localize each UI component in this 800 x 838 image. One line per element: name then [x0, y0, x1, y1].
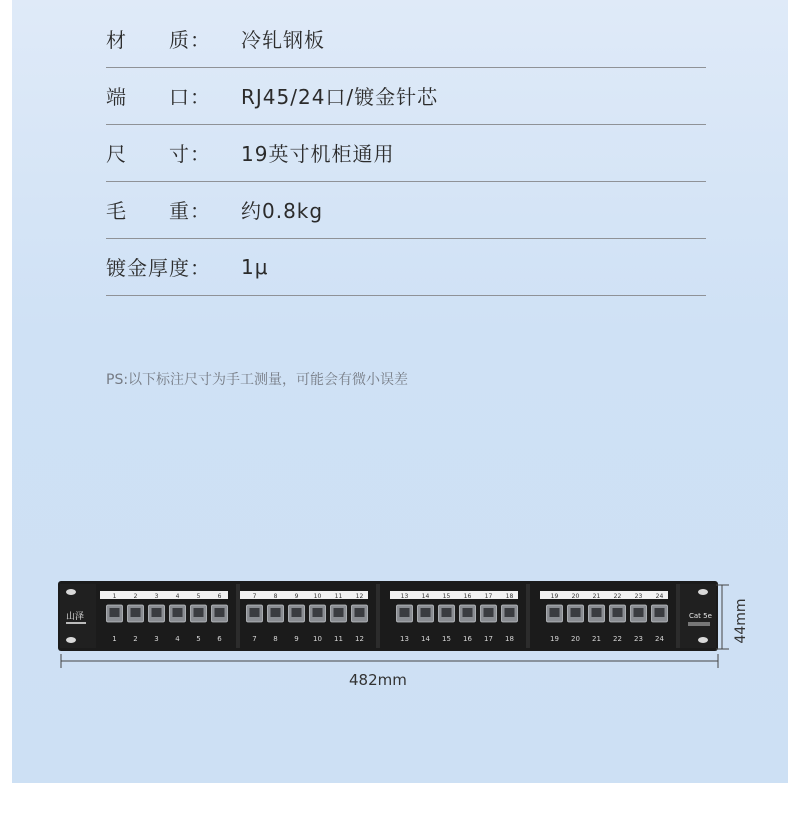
port-label-top: 19 [550, 593, 559, 600]
port-label-bottom: 1 [112, 635, 117, 643]
port-label-bottom: 5 [196, 635, 201, 643]
spec-label: 毛 重： [106, 199, 211, 223]
port-label-top: 6 [217, 593, 222, 600]
spec-value: 19英寸机柜通用 [241, 142, 395, 166]
port-label-bottom: 18 [505, 635, 514, 643]
port-label-top: 24 [655, 593, 664, 600]
port-label-bottom: 6 [217, 635, 222, 643]
spec-value: 1μ [241, 254, 269, 279]
port-label-top: 12 [355, 593, 364, 600]
spec-value: 冷轧钢板 [241, 28, 325, 52]
port-label-top: 1 [112, 593, 117, 600]
port-label-top: 7 [252, 593, 257, 600]
port-label-bottom: 24 [655, 635, 664, 643]
port-label-bottom: 11 [334, 635, 343, 643]
port-label-top: 18 [505, 593, 514, 600]
port-label-top: 22 [613, 593, 622, 600]
port-label-bottom: 15 [442, 635, 451, 643]
spec-label: 端 口： [106, 85, 211, 109]
port-label-bottom: 21 [592, 635, 601, 643]
spec-label: 材 质： [106, 28, 211, 52]
port-label-top: 16 [463, 593, 472, 600]
port-label-bottom: 9 [294, 635, 299, 643]
port-label-top: 23 [634, 593, 643, 600]
spec-label: 镀金厚度： [106, 256, 211, 280]
port-label-bottom: 14 [421, 635, 430, 643]
spec-label: 尺 寸： [106, 142, 211, 166]
port-label-bottom: 19 [550, 635, 559, 643]
port-label-top: 17 [484, 593, 493, 600]
height-dimension-label: 44mm [733, 598, 749, 644]
port-label-bottom: 13 [400, 635, 409, 643]
port-label-bottom: 12 [355, 635, 364, 643]
port-label-bottom: 8 [273, 635, 278, 643]
port-label-top: 5 [196, 593, 201, 600]
port-label-bottom: 16 [463, 635, 472, 643]
port-label-top: 10 [313, 593, 322, 600]
port-label-bottom: 4 [175, 635, 180, 643]
brand-logo: 山泽 [66, 612, 85, 622]
port-label-top: 3 [154, 593, 159, 600]
port-label-bottom: 2 [133, 635, 138, 643]
port-label-top: 15 [442, 593, 451, 600]
spec-value: 约0.8kg [241, 199, 324, 223]
port-label-top: 4 [175, 593, 180, 600]
model-label: Cat 5e [689, 612, 712, 620]
port-label-bottom: 17 [484, 635, 493, 643]
port-label-bottom: 7 [252, 635, 257, 643]
measurement-note: PS:以下标注尺寸为手工测量，可能会有微小误差 [106, 372, 409, 388]
port-label-top: 8 [273, 593, 278, 600]
spec-value: RJ45/24口/镀金针芯 [241, 85, 439, 109]
port-label-bottom: 22 [613, 635, 622, 643]
port-label-top: 14 [421, 593, 430, 600]
port-label-bottom: 10 [313, 635, 322, 643]
port-label-top: 11 [334, 593, 343, 600]
port-label-top: 9 [294, 593, 299, 600]
port-label-top: 21 [592, 593, 601, 600]
width-dimension-label: 482mm [349, 671, 407, 689]
port-label-top: 2 [133, 593, 138, 600]
port-label-bottom: 3 [154, 635, 159, 643]
port-label-top: 20 [571, 593, 580, 600]
port-label-bottom: 23 [634, 635, 643, 643]
port-label-bottom: 20 [571, 635, 580, 643]
port-label-top: 13 [400, 593, 409, 600]
